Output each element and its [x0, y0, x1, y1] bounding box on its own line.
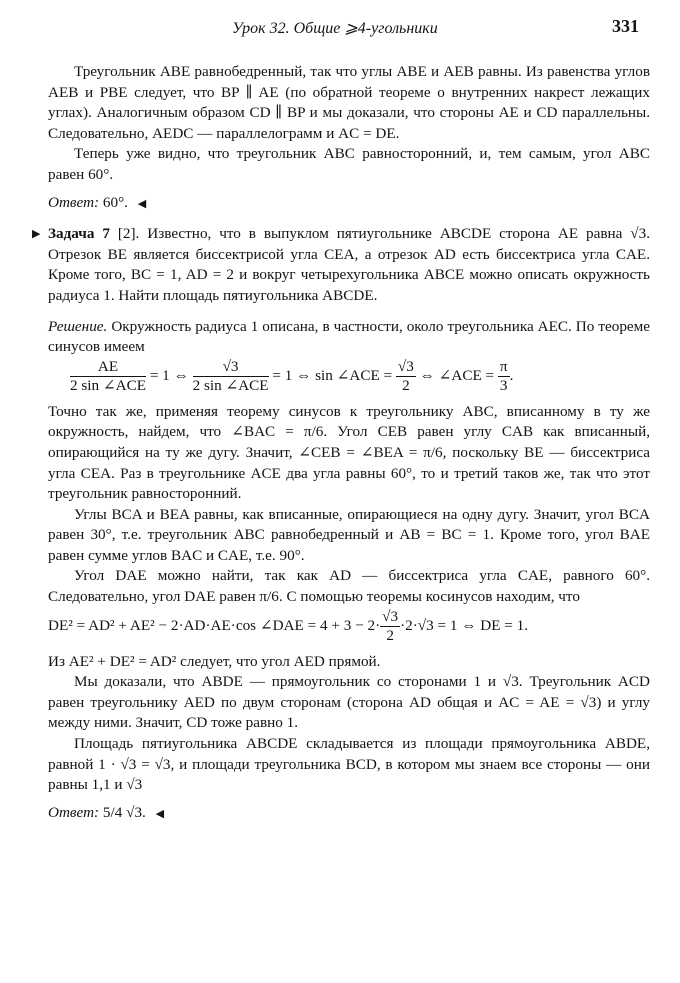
- solution-text-2: Точно так же, применяя теорему синусов к треугольнику ABC, вписанному в ту же окружность, найдем, что ∠BAC = π/6. Угол CEB равен углу CAB как вписанный, опирающийся на ту же дугу. Значит, ∠CEB = ∠BEA = π/6, поскольку BE — биссектриса угла CEA. Раз в треугольнике ACE два угла равны 60°, то и третий таков же, так что этот треугольник равносторонний.: [48, 402, 650, 503]
- paragraph-parallelogram: Треугольник ABE равнобедренный, так что углы ABE и AEB равны. Из равенства углов AEB и PBE следует, что BP ∥ AE (по обратной теореме о внутренних накрест лежащих углах). Аналогичным образом CD ∥ BP и мы доказали, что стороны AE и CD параллельны. Следовательно, AEDC — параллелограмм и AC = DE.: [48, 63, 650, 142]
- fraction-4: $\frac{\pi}{3}$: [499, 357, 508, 394]
- fraction-5: $\frac{√3}{2}$: [382, 607, 399, 644]
- page-number: 331: [612, 16, 639, 36]
- running-header: [0, 10, 680, 40]
- task-text: Известно, что в выпуклом пятиугольнике ABCDE сторона AE равна √3. Отрезок BE является биссектрисой угла CEA, а отрезок AD есть биссектриса угла CAE. Кроме того, BC = 1, AD = 2 и вокруг четырехугольника ABCE можно описать окружность радиуса 1. Найти площадь пятиугольника ABCDE.: [48, 225, 651, 304]
- fraction-3: $\frac{√3}{2}$: [397, 357, 414, 394]
- answer-label: Ответ:: [48, 803, 100, 821]
- answer-value: 60°.: [102, 193, 128, 211]
- formula-sine-theorem: $\frac{AE}{\text{2 sin ∠ACE}}$ = 1 ⇔ $\frac{√3}{\text{2 sin ∠ACE}}$ = 1 ⇔ sin ∠ACE = $\frac{√3}{2}$ ⇔ ∠ACE = $\frac{\pi}{3}$ .: [70, 357, 514, 394]
- solution-text-5: Из AE² + DE² = AD² следует, что угол AED прямой.: [48, 652, 381, 670]
- paragraph-equilateral: Теперь уже видно, что треугольник ABC равносторонний, и, тем самым, угол ABC равен 60°.: [48, 145, 650, 183]
- solution-text-4: Угол DAE можно найти, так как AD — биссектриса угла CAE, равного 60°. Следовательно, угол DAE равен π/6. С помощью теоремы косинусов находим, что: [48, 567, 650, 606]
- solution-label: Решение.: [48, 317, 108, 335]
- task-7: [32, 224, 651, 306]
- formula-cosine-theorem: DE² = AD² + AE² − 2·AD·AE·cos ∠DAE = 4 + 3 − 2· $\frac{√3}{2}$ ·2·√3 = 1 ⇔ DE = 1.: [48, 607, 529, 644]
- task-reference: [2].: [117, 225, 140, 243]
- solution-intro: [48, 317, 650, 358]
- answer-label: Ответ:: [48, 193, 100, 211]
- solution-text-3: Углы BCA и BEA равны, как вписанные, опирающиеся на одну дугу. Значит, угол BCA равен 30°, т.е. треугольник ABC равнобедренный и AB = BC = 1. Кроме того, угол BAE равен сумме углов BAC и CAE, т.е. 90°.: [48, 505, 650, 564]
- fraction-1: $\frac{AE}{\text{2 sin ∠ACE}}$: [70, 357, 147, 394]
- task-7-statement: [48, 224, 650, 306]
- solution-text-6: Мы доказали, что ABDE — прямоугольник со сторонами 1 и √3. Треугольник ACD равен треугольнику AED по двум сторонам (сторона AD общая и AC = AE = √3) и углу между ними. Значит, CD тоже равно 1.: [48, 673, 650, 732]
- solution-text-1: Окружность радиуса 1 описана, в частности, около треугольника AEC. По теореме синусов имеем: [48, 317, 650, 356]
- fraction-2: $\frac{√3}{\text{2 sin ∠ACE}}$: [192, 357, 269, 394]
- end-proof-icon: ◀: [137, 197, 147, 210]
- chapter-title: Урок 32. Общие ⩾4-угольники: [232, 20, 438, 37]
- solution-text-7: Площадь пятиугольника ABCDE складывается из площади прямоугольника ABDE, равной 1 · √3 = √3, и площади треугольника BCD, в котором мы знаем все стороны — они равны 1,1 и √3: [48, 735, 650, 794]
- answer-1: [48, 193, 650, 215]
- page-body: [32, 62, 651, 824]
- task-marker-icon: ▶: [32, 228, 41, 241]
- end-proof-icon: ◀: [155, 807, 165, 820]
- task-label: Задача 7: [48, 225, 110, 243]
- answer-value: 5/4 √3.: [102, 803, 146, 821]
- answer-2: [48, 803, 650, 825]
